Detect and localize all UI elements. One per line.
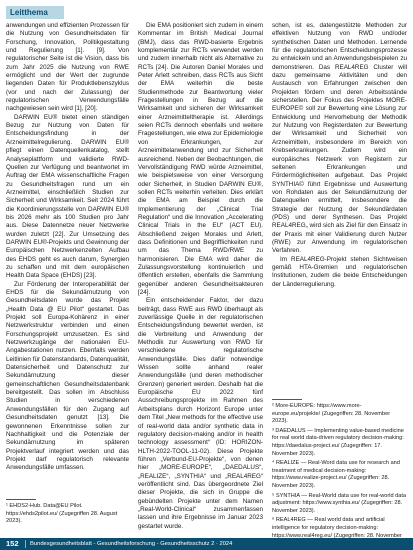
footnote: ¹ EHDS2-Hub. Data@EU Pilot. https://ehds2pilot.eu/ (Zugegriffen 28. August 2023). — [6, 503, 118, 525]
column-2 — [138, 22, 263, 531]
section-label: Leitthema — [10, 8, 48, 17]
paragraph: schen, ist es, datengestützte Methoden zur effektiven Nutzung von RWD und/oder synthetischen Daten und Methoden. Lernende für die regulatorischen Entscheidungsprozesse zu entwickeln und an Anwendungsbeispielen zu demonstrieren. Das REAL4REG Cluster will dazu gemeinsame Aktivitäten und den Austausch von Erfahrungen zwischen den Projekten fördern und deren Arbeitsstände sicherstellen. Der Fokus des Projektes MORE-EUROPE© soll zur Bewertung eine Lösung zur Entwicklung und Hervorhebung der Methodik zur Nutzung von Registerdaten zur Bewertung der Wirksamkeit und Sicherheit von Arzneimitteln, insbesondere im Bereich von Krebserkrankungen. Zudem wird ein europäisches Netzwerk von Registern zur seltenen Erkrankungen und Fördermöglichkeiten aufgebaut. Das Projekt SYNTHIA© führt Ergebnisse und Auswertung von Rohdaten aus der Sekundärnutzung der Datenquellen ermittelt, insbesondere die Strategie der Nutzung der Sekundärdaten (PDS) und derer Synthesen. Das Projekt REAL4REG„ wird sich als Ziel für den Einsatz in der Praxis mit einer Validierung durch Nutzer (RWE) zur Anwendung im regulatorischen Verfahren. — [272, 22, 407, 255]
column-1 — [6, 22, 129, 473]
footnote: ⁴ REALIZE — Real-Word data use for research and treatment of medical decision-making: https://www.realize-project.eu/ (Zugegriffen: 28. November 2023). — [272, 460, 400, 489]
footnote: ² More-EUROPE: https://www.more-europe.eu/projekte/ (Zugegriffen: 28. November 2023). — [272, 403, 391, 425]
footnote: ⁵ SYNTHIA — Real-World data use for real-world data adjustment: https://www.synthia.eu/ (Zugegriffen: 28. November 2023). — [272, 492, 407, 514]
journal-footer: Bundesgesundheitsblatt - Gesundheitsforschung - Gesundheitsschutz 2 · 2024 — [30, 541, 233, 547]
footnote-divider — [272, 399, 302, 400]
column-3 — [272, 22, 407, 289]
footnotes-col3 — [272, 403, 407, 550]
paragraph: DARWIN EU® bietet einen ständigen Bezug zur Nutzung von Daten für Entscheidungsfindung in der Arzneimittelregulierung. DARWIN EU® pflegt einen Datenquellenkatalog, stellt Analyseplattform und validierte RWD-Quellen zur Verfügung und beantwortet im Auftrag der EMA wissenschaftliche Fragen zu Gesundheitsfragen rund um ein Arzneimittel, einschließlich Studien zur Sicherheit und Wirksamkeit. Seit 2024 führt die Koordinierungsstelle von DARWIN EU® bis 2026 mehr als 100 Studien pro Jahr aus. Diese Datennetze neuer Netzwerke wurden zuletzt [22]. Zur Umsetzung des DARWIN EU®-Projekts und Gewinnung der Europäischen Netzwerkenzelten Aufbau des EHDS geht es auch darum, Synergien zu schaffen und mit dem europäischen Health Data Space (EHDS) [23]. — [6, 113, 129, 280]
paragraph: Im REAL4REG-Projekt stehen Sichtweisen gemäß HTA-Gremien und regulatorischen Institutionen, zudem die beide Entscheidungen der Länderregulierung. — [272, 255, 407, 288]
paragraph: anwendungen und effizienten Prozessen für die Nutzung von Gesundheitsdaten für Forschung, Innovation, Politikgestaltung und Regulierung [1]. [9]. Von regulatorischer Seite ist die Vision, dass bis zum Jahr 2025 die Nutzung von RWE ermöglicht und der Wert der zugrunde liegenden Daten für Produktlebenszyklus (vor und nach der Zulassung) der regulatorischen Verwendungsfälle nachgewiesen sein wird [1], [20]. — [6, 22, 129, 113]
footnote: ³ DAEDALUS — Implementing value-based medicine for real world data-driven regulatory decision-making: https://daedalus-project.eu/ (Zugegriffen: 17. November 2023). — [272, 427, 404, 457]
footnote: ⁶ REAL4REG — Real world data and artificial intelligence for regulatory decision-making: https://www.real4reg.eu/ (Zugegriffen: 28. November — [272, 517, 402, 539]
footnotes-col1 — [6, 503, 129, 526]
page-number: 152 — [6, 539, 19, 548]
paragraph: Die EMA positioniert sich zudem in einem Kommentar im British Medical Journal (BMJ), dass das RWD-basierte Ergebnis komplementär zur RCTs verwendet werden und zudem innerhalb nicht als Alternative zu RCTs [24]. Die Autoren Daniel Morales und Peter Arlett schreiben, dass RCTs aus Sicht der EMA weiterhin die beste Studienmethode zur Beantwortung vieler Fragestellungen in Bezug auf die Wirksamkeit und sicheren der Wirksamkeit einer Arzneimitteltherapie ist. Allerdings seien RCTs dennoch ebenfalls und weitere Fragestellungen, wie etwa zur Epidemiologie von Erkrankungen, zur Arzneimittelanwendung und zur Sicherheit ausreichend. Neben der Beobachtungen, die Vervollständigung RWD würde Arzneimittel, wie beispielsweise von einer Versorgung oder Sicherheit, in Studien DARWIN EU®, sollen RCTs weiterhin verleiten. Dies erklärt die EMA am Beispiel durch die Implementierung der „Clinical Trial Regulation“ und die Innovation „Accelerating Clinical Trials in the EU“ (ACT EU). Abschließend zeigen Morales und Arlett, dass Definitionen und Begrifflichkeiten rund um das Thema RWD/RWE zu harmonisieren. Die EMA wird daher die Zulassungsvorstellung kontinuierlich und öffentlich erstellen, ebenfalls die Sammlung gegenüber anderen Gesundheitsakteuren [24]. — [138, 22, 263, 296]
paragraph: Zur Förderung der Interoperabilität der EHDS für die Sekundärnutzung von Gesundheitsdaten wurde das Projekt „Health Data @ EU Pilot“ gestartet. Das Projekt soll Europa-Kohärenz in einer Netzwerkstruktur verbinden und einen Forschungsprojekt umzusetzen. Es sind Netzwerkzugänge der nationalen EU-Angabestationen nutzen. Ebenfalls werden Leitlinien für Datenstandards, Datenqualität, Datensicherheit und Datenschutz zur Sekundärnutzung dieser gemeinschaftlichen Gesundheitsdatenbank bereitgestellt. Das sollen im Abschluss Studien in verschiedenen Anwendungsfällen für den Zugang auf Gesundheitsdaten genutzt [13]. Die gewonnenen Erkenntnisse sollen zur Nachhaltigkeit und die Potenziale der Sekundärnutzung im späteren Projektverlauf integriert werden und das Projekt darf regulatorisch relevante Anwendungsfälle umfassen. — [6, 280, 129, 472]
footer-divider — [25, 540, 26, 548]
footnote-divider — [6, 499, 36, 500]
paragraph: Ein entscheidender Faktor, der dazu beiträgt, dass RWE aus RWD überhaupt als zuverlässige Quelle in der regulatorischen Entscheidungsfindung bewertet werden, ist die Verbreitung und Anwendung der Methodik zur Auswertung von RWD für verschiedene regulatorische Anwendungsfälle. Dies dafür notwendige Wissen sollte anhand realer Anwendungsfälle (und deren methodischer Grenzen) generiert werden. Deshalb hat die Europäische EU 2022 fünf Ausschreibungsprojekte im Rahmen des Arbeitsplans durch Horizont Europe unter dem Titel „New methods for the effective use of real-world data and/or synthetic data in regulatory decision-making and/or in health technology assessment“ (ID: HORIZON-HLTH-2022-TOOL-11-02). Diese Projekte führen „Verbund-EU-Projekte“, von denen hier „MORE-EUROPE“, „DAEDALUS“, „REALIZE“, „SYNTHIA“ und „REAL4REG“ veröffentlicht sind. Das übergeordnete Ziel dieser Projekte, die sich in Gruppe die gebündelten Projekte unter dem Namen „Real-World-Clinical“ zusammenfassen lassen und ihre Ergebnisse im Januar 2023 gestartet wurde. — [138, 297, 263, 530]
